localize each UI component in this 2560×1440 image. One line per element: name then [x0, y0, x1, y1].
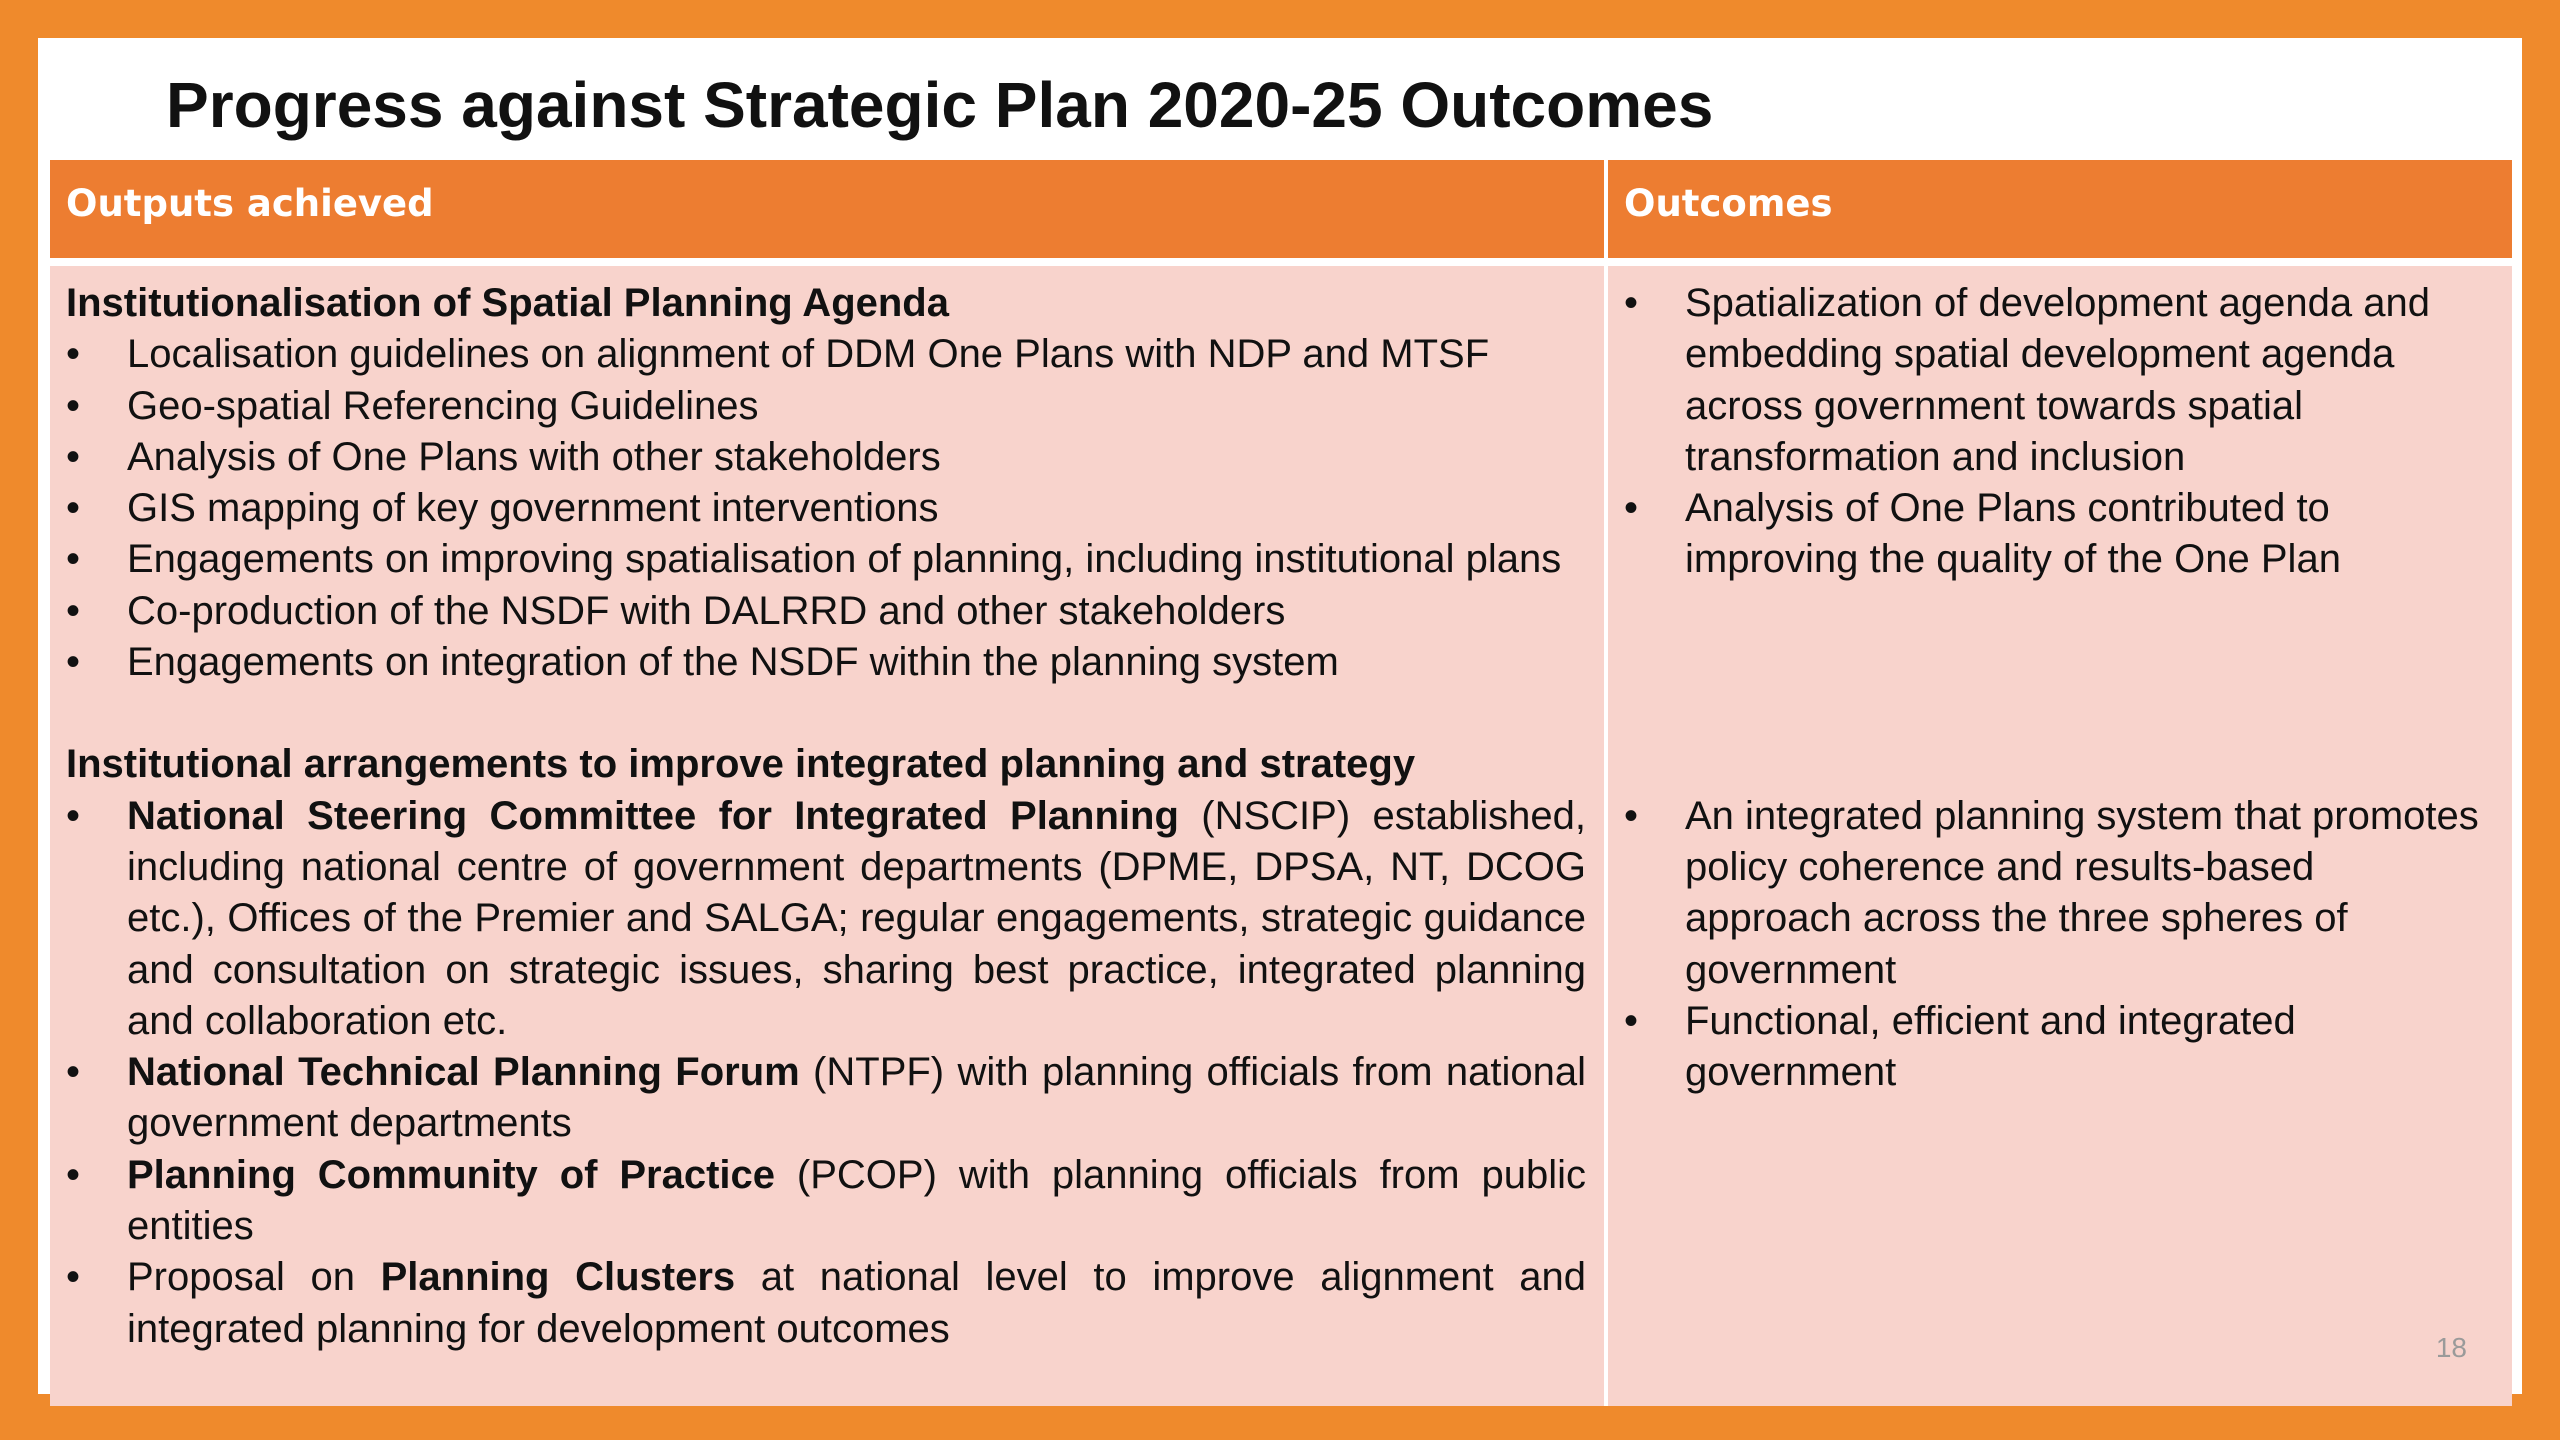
list-item: • Engagements on improving spatialisation of planning, including institutional plans — [66, 537, 1562, 582]
outputs-cell — [50, 266, 1606, 1406]
list-item: • Localisation guidelines on alignment of DDM One Plans with NDP and MTSF — [66, 332, 1490, 377]
header-outputs-achieved: Outputs achieved — [50, 160, 1606, 258]
outcomes-table — [50, 160, 2512, 1406]
slide-title: Progress against Strategic Plan 2020-25 Outcomes — [166, 69, 1714, 141]
outcomes-cell — [1606, 266, 2512, 1406]
list-item: • GIS mapping of key government interventions — [66, 486, 939, 531]
section-heading-spatial-planning: Institutionalisation of Spatial Planning Agenda — [66, 281, 949, 325]
list-item: • Planning Community of Practice (PCOP) with planning officials from public entities — [66, 1152, 1586, 1249]
list-item: • Engagements on integration of the NSDF within the planning system — [66, 640, 1339, 685]
slide — [38, 38, 2522, 1394]
list-item: • Geo-spatial Referencing Guidelines — [66, 383, 759, 428]
list-item: • Co-production of the NSDF with DALRRD and other stakeholders — [66, 588, 1286, 633]
institutional-outputs-list — [66, 791, 1586, 1355]
header-outcomes: Outcomes — [1606, 160, 2512, 258]
list-item: • National Technical Planning Forum (NTPF) with planning officials from national government departments — [66, 1050, 1586, 1146]
list-item: • Spatialization of development agenda and embedding spatial development agenda across government towards spatial transformation and inclusion — [1624, 281, 2430, 479]
list-item: • Proposal on Planning Clusters at national level to improve alignment and integrated planning for development outcomes — [66, 1255, 1586, 1351]
spatial-outputs-list — [66, 329, 1586, 688]
list-item: • Analysis of One Plans contributed to improving the quality of the One Plan — [1624, 486, 2341, 582]
list-item: • Functional, efficient and integrated government — [1624, 998, 2296, 1095]
list-item: • National Steering Committee for Integrated Planning (NSCIP) established, including national centre of government departments (DPME, DPSA, NT, DCOG etc.), Offices of the Premier and SALGA; regular engagements, strategic guidance and consultation on strategic issues, sharing best practice, integrated planning and collaboration etc. — [66, 793, 1586, 1043]
page-number: 18 — [2435, 1332, 2467, 1363]
list-item: • Analysis of One Plans with other stakeholders — [66, 434, 941, 479]
section-heading-institutional-arrangements: Institutional arrangements to improve integrated planning and strategy — [66, 742, 1416, 787]
spatial-outcomes-list — [1624, 278, 2492, 586]
integrated-outcomes-list — [1624, 791, 2492, 1099]
list-item: • An integrated planning system that promotes policy coherence and results-based approach across the three spheres of government — [1624, 793, 2479, 992]
